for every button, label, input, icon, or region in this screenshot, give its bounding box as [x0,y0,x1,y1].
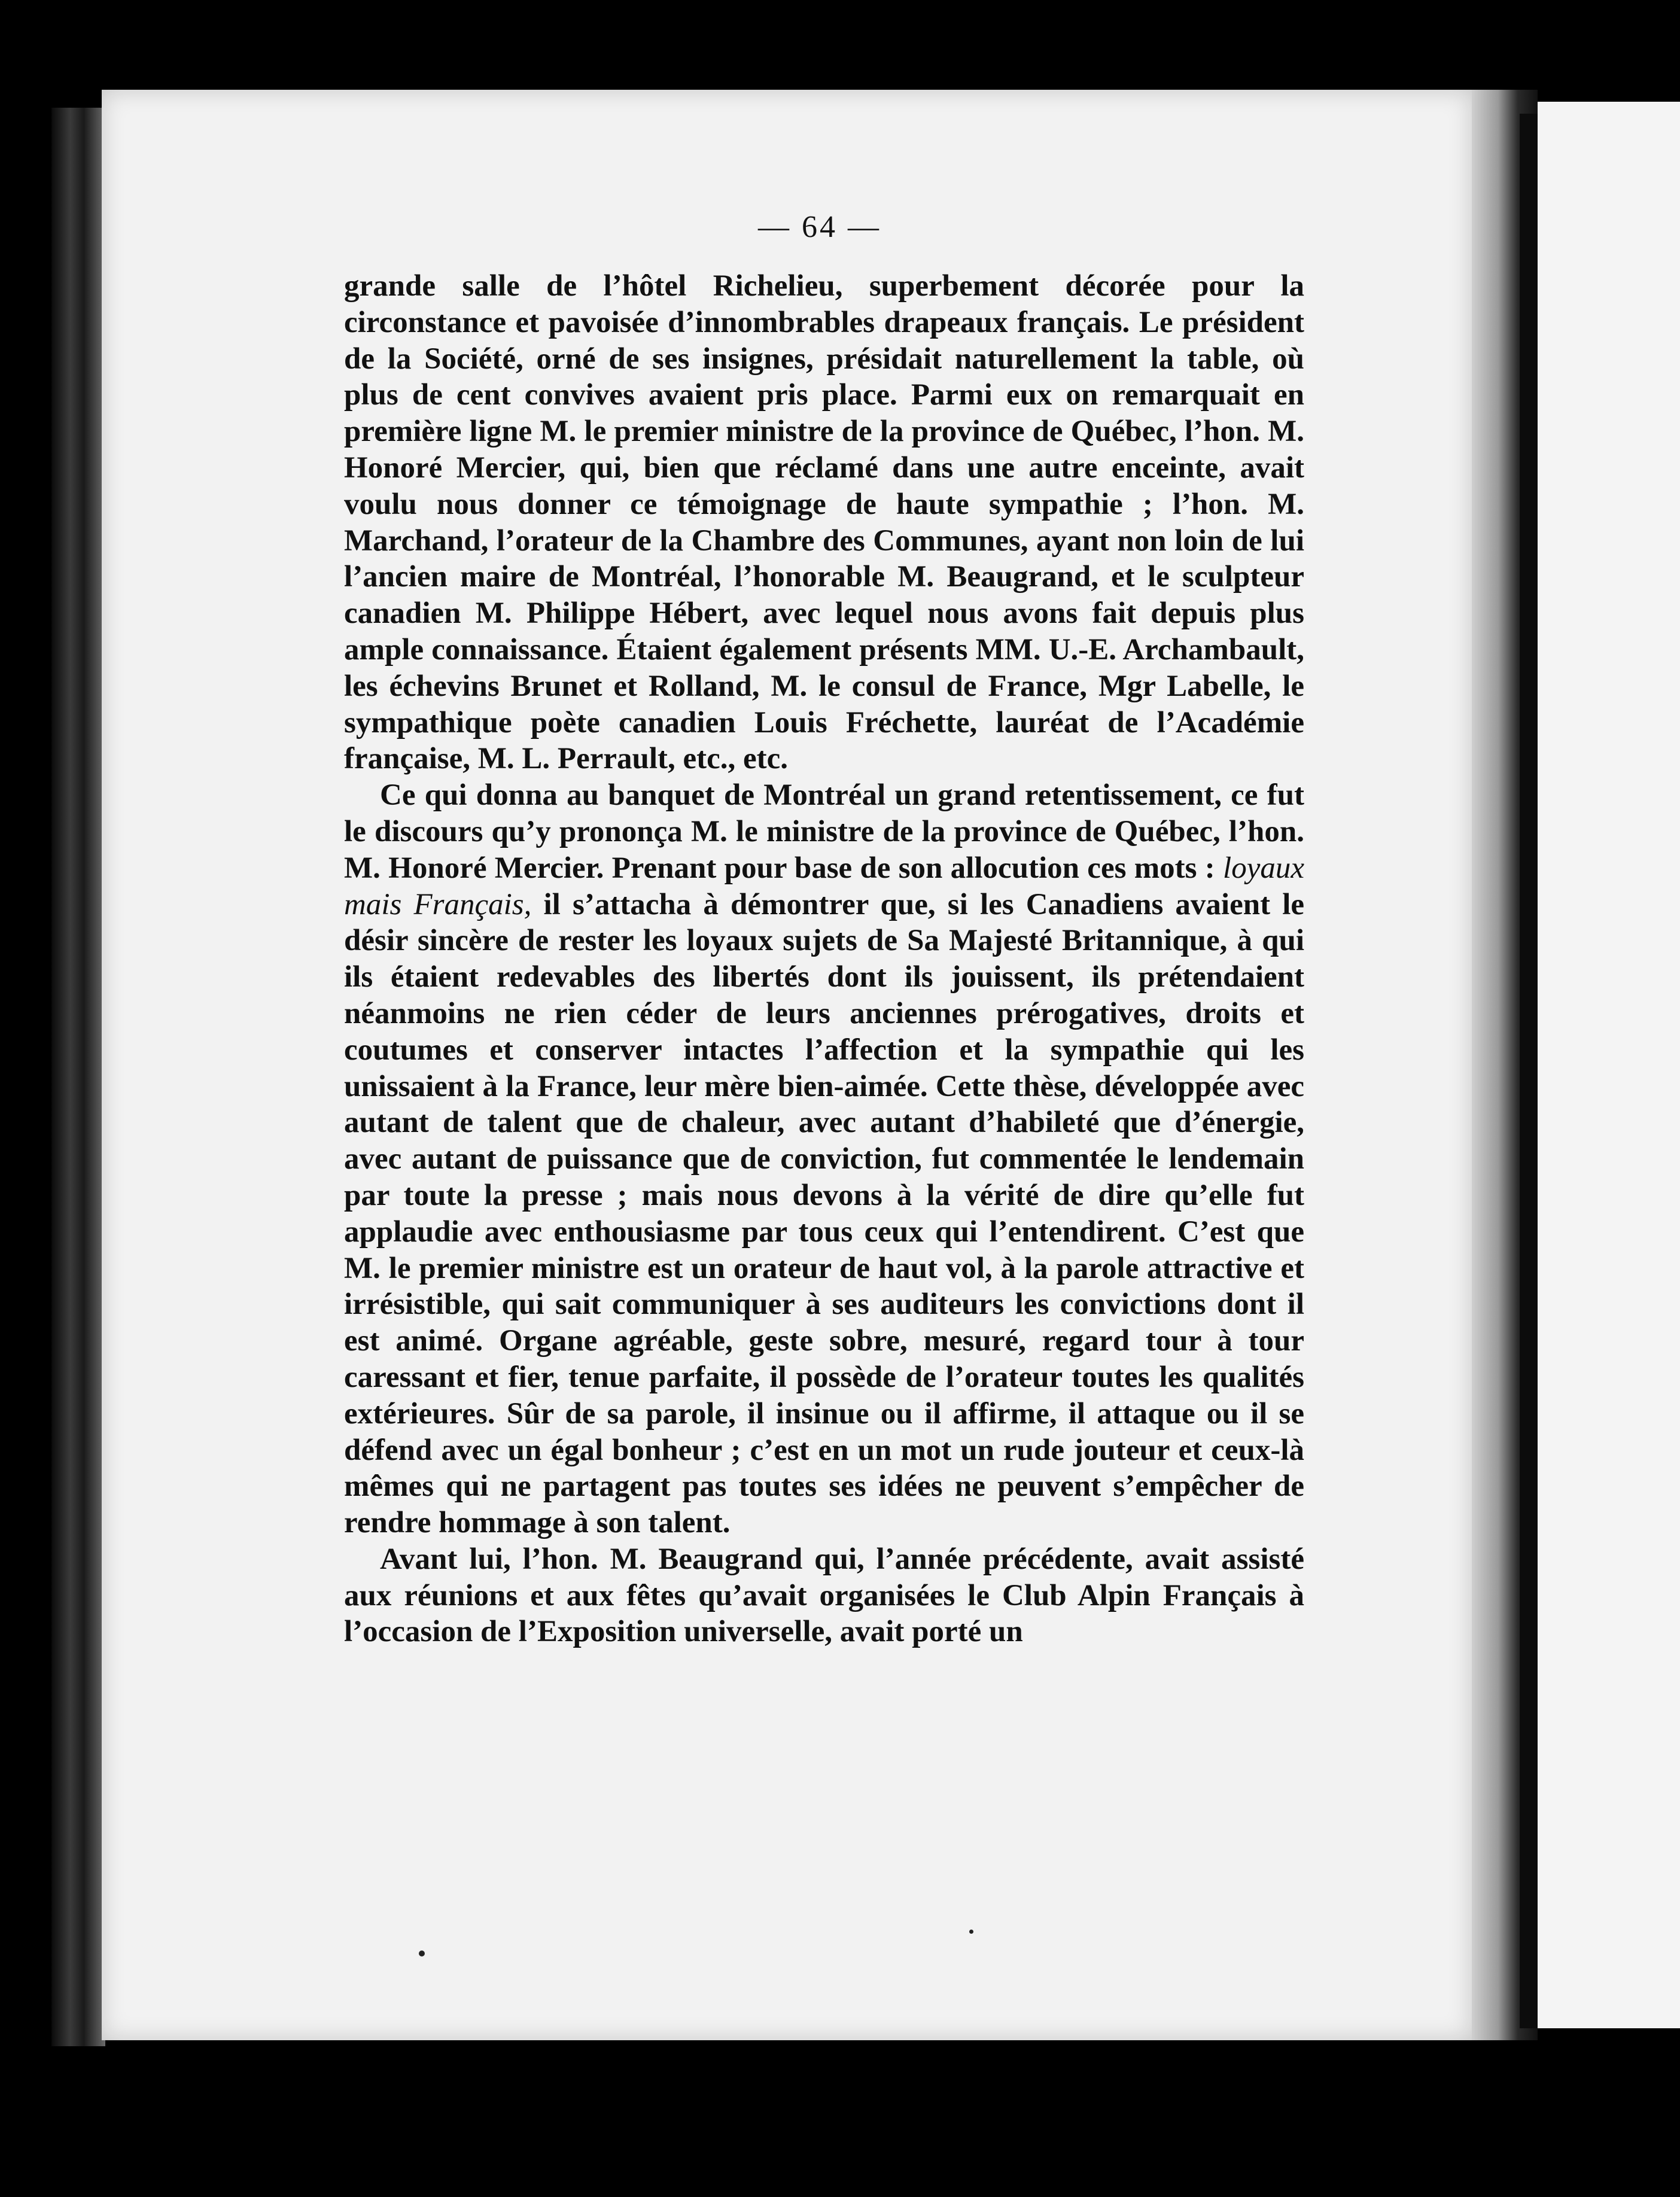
book-binding [51,108,105,2046]
print-speck [419,1950,425,1956]
next-page [1538,102,1680,2028]
paragraph-2-text-end: il s’attacha à démontrer que, si les Canadiens avaient le désir sincère de rester les loyaux sujets de Sa Majesté Britannique, à qui ils étaient redevables des libertés dont ils jouissent, ils prétendaient néanmoins ne rien céder de leurs anciennes prérogatives, droits et coutumes et conserver intactes l’affection et la sympathie qui les unissaient à la France, leur mère bien-aimée. Cette thèse, développée avec autant de talent que de chaleur, avec autant d’habileté que d’énergie, avec autant de puissance que de conviction, fut commentée le lendemain par toute la presse ; mais nous devons à la vérité de dire qu’elle fut applaudie avec enthousiasme par tous ceux qui l’entendirent. C’est que M. le premier ministre est un orateur de haut vol, à la parole attractive et irrésistible, qui sait communiquer à ses auditeurs les convictions dont il est animé. Organe agréable, geste sobre, mesuré, regard tour à tour caressant et fier, tenue parfaite, il possède de l’orateur toutes les qualités extérieures. Sûr de sa parole, il insinue ou il affirme, il attaque ou il se défend avec un égal bonheur ; c’est en un mot un rude jouteur et ceux-là mêmes qui ne partagent pas toutes ses idées ne peuvent s’empêcher de rendre hommage à son talent. [344,887,1305,1540]
paragraph-2-text-start: Ce qui donna au banquet de Montréal un grand retentissement, ce fut le discours qu’y prononça M. le ministre de la province de Québec, l’hon. M. Honoré Mercier. Prenant pour base de son allocution ces mots : [344,778,1304,885]
page-number: — 64 — [758,210,881,244]
paragraph-3: Avant lui, l’hon. M. Beaugrand qui, l’année précédente, avait assisté aux réunions et aux fêtes qu’avait organisées le Club Alpin Français à l’occasion de l’Exposition universelle, avait porté un [344,1542,1304,1649]
paragraph-1: grande salle de l’hôtel Richelieu, superbement décorée pour la circonstance et pavoisée d’innombrables drapeaux français. Le président de la Société, orné de ses insignes, présidait naturellement la table, où plus de cent convives avaient pris place. Parmi eux on remarquait en première ligne M. le premier ministre de la province de Québec, l’hon. M. Honoré Mercier, qui, bien que réclamé dans une autre enceinte, avait voulu nous donner ce témoignage de haute sympathie ; l’hon. M. Marchand, l’orateur de la Chambre des Communes, ayant non loin de lui l’ancien maire de Montréal, l’honorable M. Beaugrand, et le sculpteur canadien M. Philippe Hébert, avec lequel nous avons fait depuis plus ample connaissance. Étaient également présents MM. U.-E. Archambault, les échevins Brunet et Rolland, M. le consul de France, Mgr Labelle, le sympathique poète canadien Louis Fréchette, lauréat de l’Académie française, M. L. Perrault, etc., etc. [344,269,1304,776]
print-speck [969,1930,973,1934]
paragraph-2-italic-quote: loyaux mais Français, [344,851,1304,921]
page-body-text [344,268,1304,1650]
next-page-edge [1520,114,1538,2028]
paragraph-2 [344,777,1304,1541]
